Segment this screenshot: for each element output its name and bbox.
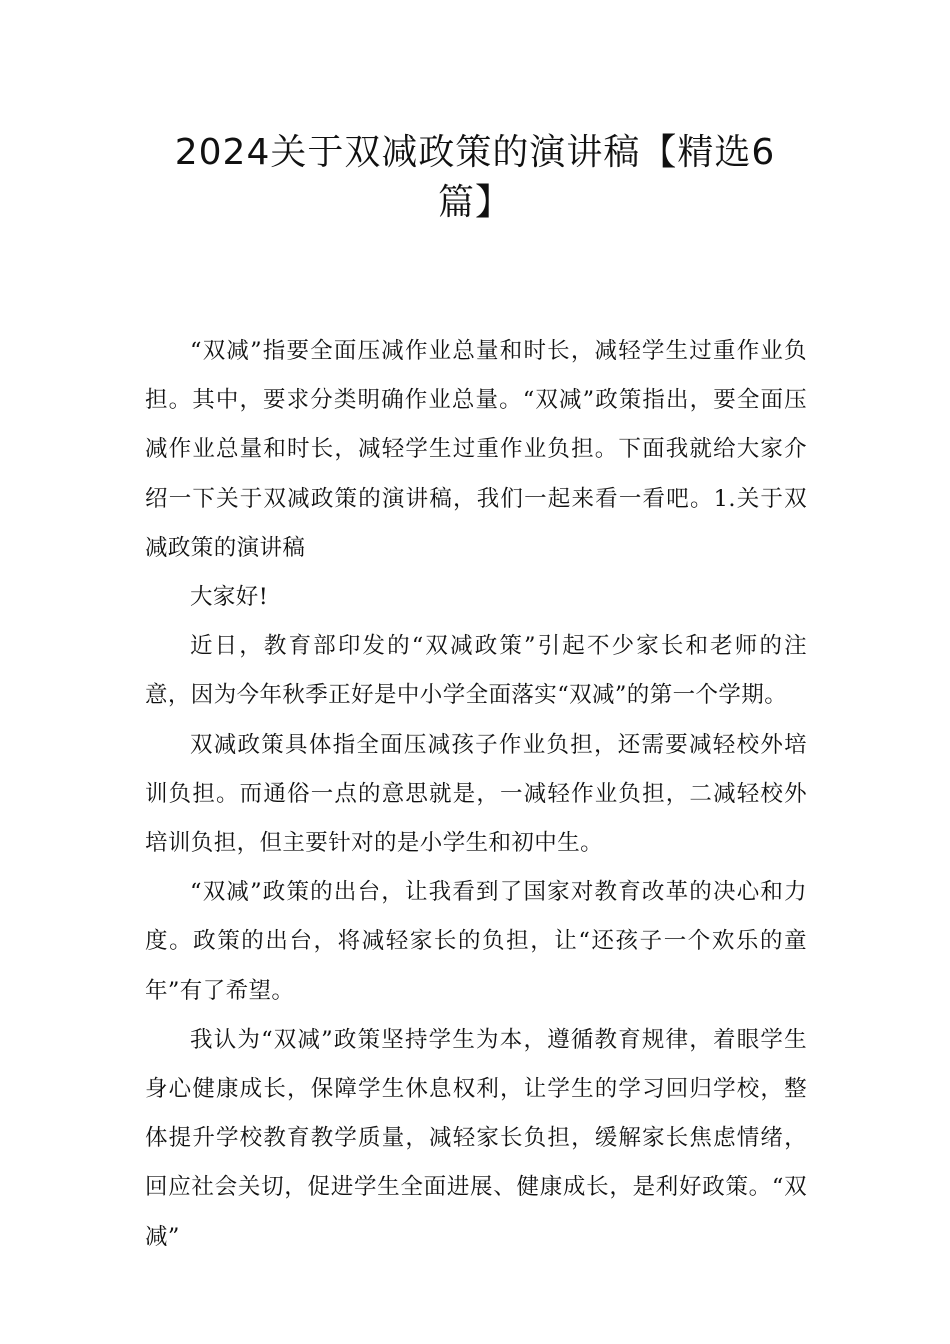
document-title: 2024关于双减政策的演讲稿【精选6篇】 — [174, 132, 776, 223]
paragraph: “双减”政策的出台，让我看到了国家对教育改革的决心和力度。政策的出台，将减轻家长的负担，让“还孩子一个欢乐的童年”有了希望。 — [145, 879, 807, 1004]
document-body — [145, 327, 807, 1262]
paragraph-intro: “双减”指要全面压减作业总量和时长，减轻学生过重作业负担。其中，要求分类明确作业总量。“双减”政策指出，要全面压减作业总量和时长，减轻学生过重作业负担。下面我就给大家介绍一下关于双减政策的演讲稿，我们一起来看一看吧。1.关于双减政策的演讲稿 — [145, 338, 807, 561]
paragraph: 近日，教育部印发的“双减政策”引起不少家长和老师的注意，因为今年秋季正好是中小学全面落实“双减”的第一个学期。 — [145, 633, 807, 709]
paragraph: 我认为“双减”政策坚持学生为本，遵循教育规律，着眼学生身心健康成长，保障学生休息权利，让学生的学习回归学校，整体提升学校教育教学质量，减轻家长负担，缓解家长焦虑情绪，回应社会关切，促进学生全面进展、健康成长，是利好政策。“双减” — [145, 1026, 807, 1250]
paragraph: 双减政策具体指全面压减孩子作业负担，还需要减轻校外培训负担。而通俗一点的意思就是，一减轻作业负担，二减轻校外培训负担，但主要针对的是小学生和初中生。 — [145, 731, 807, 857]
paragraph-greeting: 大家好! — [190, 584, 269, 611]
